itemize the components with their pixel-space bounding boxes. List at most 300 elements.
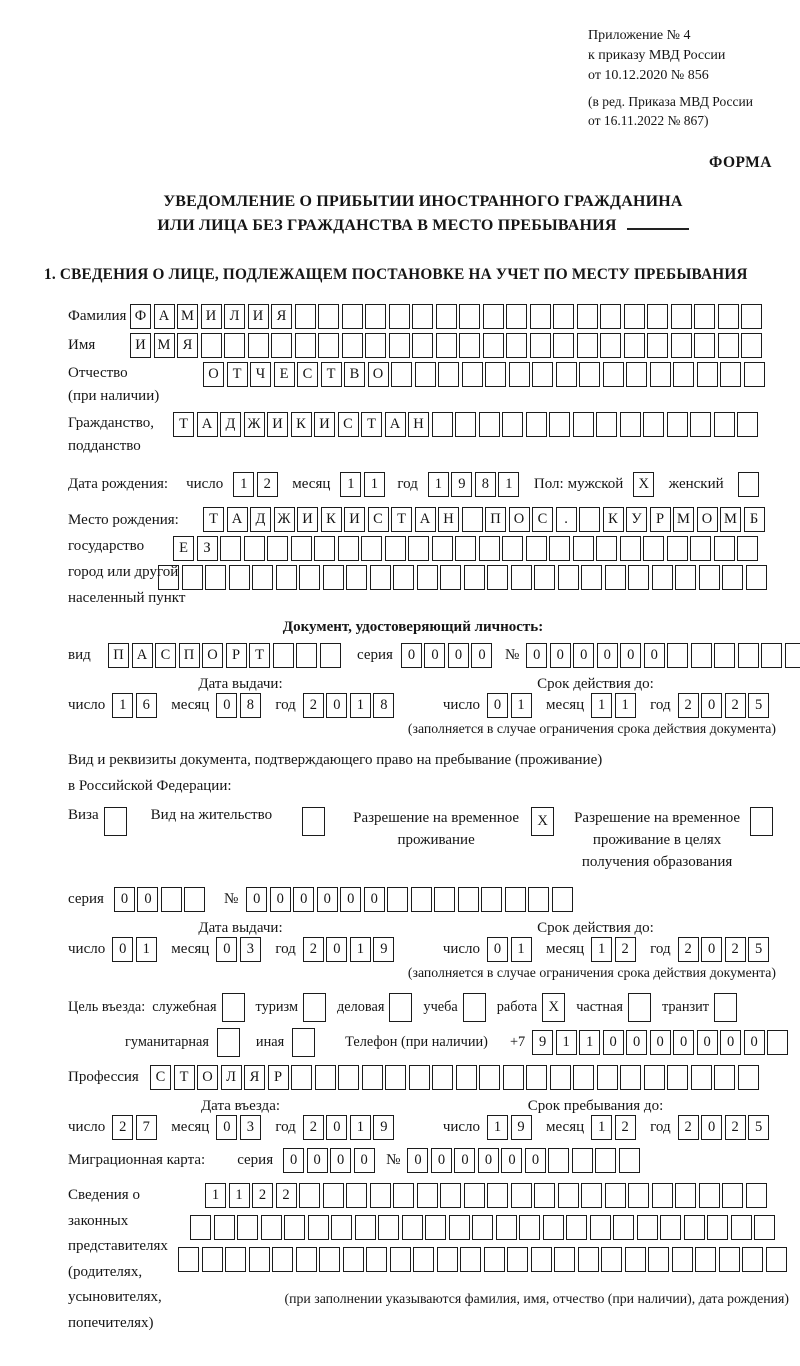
form-cell: [605, 1183, 626, 1208]
issue-date-heading: Дата выдачи:: [198, 920, 283, 936]
form-cell: [532, 362, 553, 387]
form-cell: [484, 1247, 505, 1272]
form-cell: Ч: [250, 362, 271, 387]
identity-issue-date: число 1 6 месяц 0 8 год 2 0 1 8: [68, 693, 397, 718]
form-cell: [530, 333, 551, 358]
issue-day-cells: [112, 937, 159, 962]
form-cell: К: [321, 507, 342, 532]
form-cell: [596, 536, 617, 561]
day-label: число: [186, 476, 224, 492]
form-cell: [464, 565, 485, 590]
migration-card-row: [68, 1148, 778, 1173]
form-cell: 1: [579, 1030, 600, 1055]
legal-reps-row2-cells: [190, 1215, 789, 1240]
form-cell: 1: [350, 937, 371, 962]
form-cell: [302, 807, 325, 836]
form-cell: [237, 1215, 258, 1240]
form-cell: 2: [678, 1115, 699, 1140]
form-cell: [437, 1247, 458, 1272]
male-label: мужской: [567, 476, 624, 492]
visit-purpose-row2: гуманитарная иная Телефон (при наличии) +7 9 1 1 0 0 0 0 0 0 0: [125, 1028, 778, 1057]
form-cell: [389, 993, 412, 1022]
form-cell: [318, 333, 339, 358]
form-cell: [449, 1215, 470, 1240]
issue-month-cells: [216, 937, 263, 962]
form-cell: [624, 304, 645, 329]
form-cell: 1: [233, 472, 254, 497]
form-cell: [459, 333, 480, 358]
form-cell: [460, 1247, 481, 1272]
entry-date: число 2 7 месяц 0 3 год 2 0 1 9: [68, 1115, 397, 1140]
year-label: год: [397, 476, 418, 492]
form-cell: 2: [252, 1183, 273, 1208]
form-cell: 9: [532, 1030, 553, 1055]
form-cell: 2: [678, 937, 699, 962]
form-cell: [647, 333, 668, 358]
form-cell: С: [532, 507, 553, 532]
form-cell: [415, 362, 436, 387]
form-cell: 0: [650, 1030, 671, 1055]
form-cell: 8: [240, 693, 261, 718]
form-cell: [342, 304, 363, 329]
form-cell: [603, 362, 624, 387]
form-cell: [361, 536, 382, 561]
form-cell: Т: [361, 412, 382, 437]
form-cell: [425, 1215, 446, 1240]
form-cell: [417, 565, 438, 590]
form-cell: [432, 536, 453, 561]
form-cell: [458, 887, 479, 912]
form-cell: [741, 333, 762, 358]
form-cell: [577, 333, 598, 358]
expiry-month-cells: [591, 937, 638, 962]
birth-place-row3-cells: [158, 565, 769, 590]
form-cell: [413, 1247, 434, 1272]
form-cell: [526, 1065, 547, 1090]
form-cell: [464, 1183, 485, 1208]
form-cell: 1: [511, 693, 532, 718]
form-cell: М: [177, 304, 198, 329]
form-cell: [296, 1247, 317, 1272]
form-cell: [483, 304, 504, 329]
form-cell: 2: [678, 693, 699, 718]
issue-date-heading: Дата выдачи:: [198, 676, 283, 692]
form-cell: [738, 1065, 759, 1090]
form-cell: [620, 412, 641, 437]
phone-prefix: +7: [509, 1034, 526, 1050]
form-cell: 0: [326, 1115, 347, 1140]
form-cell: [338, 1065, 359, 1090]
tourism-checkbox: [303, 993, 326, 1022]
residence-issue-date: число 0 1 месяц 0 3 год 2 0 1 9: [68, 937, 397, 962]
form-cell: 0: [114, 887, 135, 912]
number-label: №: [504, 647, 520, 663]
form-cell: О: [202, 643, 223, 668]
identity-doc-number-cells: [526, 643, 800, 668]
form-cell: 0: [307, 1148, 328, 1173]
form-cell: [205, 565, 226, 590]
form-cell: [318, 304, 339, 329]
form-cell: [553, 333, 574, 358]
form-cell: [104, 807, 127, 836]
phone-label: Телефон (при наличии): [345, 1034, 488, 1050]
form-cell: [581, 1183, 602, 1208]
form-cell: 1: [340, 472, 361, 497]
birth-place-block: [68, 507, 778, 611]
form-cell: [291, 536, 312, 561]
expiry-year-cells: [678, 937, 772, 962]
form-cell: [485, 362, 506, 387]
form-cell: [742, 1247, 763, 1272]
form-cell: [479, 536, 500, 561]
private-checkbox: [628, 993, 651, 1022]
form-cell: [601, 1247, 622, 1272]
form-cell: [613, 1215, 634, 1240]
form-cell: [691, 643, 712, 668]
form-cell: 0: [326, 693, 347, 718]
form-cell: [440, 1183, 461, 1208]
form-cell: [624, 333, 645, 358]
stay-until-heading: Срок пребывания до:: [527, 1098, 664, 1114]
form-cell: Н: [438, 507, 459, 532]
form-cell: [590, 1215, 611, 1240]
form-cell: [699, 565, 720, 590]
form-cell: 3: [240, 1115, 261, 1140]
residence-doc-footnote: (заполняется в случае ограничения срока действия документа): [407, 965, 776, 980]
form-cell: [595, 1148, 616, 1173]
form-cell: [671, 304, 692, 329]
identity-doc-heading: Документ, удостоверяющий личность:: [282, 619, 544, 635]
legal-reps-footnote: (при заполнении указываются фамилия, имя, отчество (при наличии), дата рождения): [284, 1291, 789, 1306]
form-cell: 2: [725, 1115, 746, 1140]
expiry-year-cells: [678, 693, 772, 718]
form-cell: [487, 565, 508, 590]
form-cell: 0: [293, 887, 314, 912]
form-cell: 0: [246, 887, 267, 912]
form-cell: [549, 536, 570, 561]
legal-reps-row3-cells: [178, 1247, 789, 1272]
form-cell: [672, 1247, 693, 1272]
entry-dates-row: [68, 1115, 778, 1140]
form-cell: [573, 536, 594, 561]
form-cell: [741, 304, 762, 329]
form-cell: [744, 362, 765, 387]
form-cell: [412, 304, 433, 329]
number-label: №: [386, 1152, 401, 1168]
form-cell: [626, 362, 647, 387]
identity-doc-footnote: (заполняется в случае ограничения срока действия документа): [407, 721, 776, 736]
form-cell: 0: [673, 1030, 694, 1055]
expiry-month-cells: [591, 693, 638, 718]
form-cell: А: [132, 643, 153, 668]
form-cell: [766, 1247, 787, 1272]
form-cell: [684, 1215, 705, 1240]
form-cell: [502, 536, 523, 561]
form-cell: [365, 304, 386, 329]
form-cell: [553, 304, 574, 329]
form-cell: [707, 1215, 728, 1240]
form-cell: [558, 1183, 579, 1208]
form-cell: 0: [620, 643, 641, 668]
form-cell: [393, 1183, 414, 1208]
work-checkbox: [542, 993, 565, 1022]
until-day-cells: [487, 1115, 534, 1140]
education-residence-checkbox: [750, 807, 773, 836]
phone-cells: [532, 1030, 791, 1055]
form-cell: 1: [591, 1115, 612, 1140]
form-cell: [554, 1247, 575, 1272]
identity-doc-series-cells: [401, 643, 495, 668]
form-cell: 0: [701, 1115, 722, 1140]
form-cell: [432, 1065, 453, 1090]
form-cell: [714, 412, 735, 437]
legal-representatives-block: [68, 1183, 789, 1336]
form-cell: 1: [591, 937, 612, 962]
form-cell: 1: [615, 693, 636, 718]
form-cell: [224, 333, 245, 358]
female-label: женский: [668, 476, 724, 492]
form-cell: [291, 1065, 312, 1090]
form-cell: [459, 304, 480, 329]
form-cell: [722, 1183, 743, 1208]
form-cell: 6: [136, 693, 157, 718]
form-cell: [387, 887, 408, 912]
form-cell: [362, 1065, 383, 1090]
form-cell: [531, 1247, 552, 1272]
forma-label: ФОРМА: [708, 154, 772, 171]
form-cell: 2: [303, 937, 324, 962]
form-cell: [323, 1183, 344, 1208]
form-cell: И: [201, 304, 222, 329]
form-cell: [296, 643, 317, 668]
series-label: серия: [237, 1152, 274, 1168]
form-cell: [273, 643, 294, 668]
form-cell: [456, 1065, 477, 1090]
form-cell: [673, 362, 694, 387]
form-cell: [750, 807, 773, 836]
form-cell: [718, 333, 739, 358]
form-cell: [628, 565, 649, 590]
entry-date-headings: [68, 1098, 778, 1115]
identity-doc-kind-label: вид: [68, 647, 91, 663]
form-cell: [722, 565, 743, 590]
form-cell: Т: [391, 507, 412, 532]
form-cell: [667, 536, 688, 561]
study-checkbox: [463, 993, 486, 1022]
form-cell: [720, 362, 741, 387]
form-cell: [714, 643, 735, 668]
form-cell: [714, 536, 735, 561]
form-cell: [550, 1065, 571, 1090]
form-cell: [767, 1030, 788, 1055]
form-cell: Т: [173, 412, 194, 437]
form-cell: [699, 1183, 720, 1208]
profession-cells: [150, 1065, 761, 1090]
form-cell: [370, 565, 391, 590]
form-cell: [558, 565, 579, 590]
form-cell: [201, 333, 222, 358]
form-cell: [690, 536, 711, 561]
residence-expiry-date: число 0 1 месяц 1 2 год 2 0 2 5: [443, 937, 772, 962]
form-cell: 0: [270, 887, 291, 912]
form-cell: [526, 412, 547, 437]
given-name-label: Имя: [68, 337, 96, 353]
expiry-date-heading: Срок действия до:: [537, 676, 654, 692]
form-cell: [184, 887, 205, 912]
title-underline-blank: [627, 217, 689, 230]
form-cell: Я: [271, 304, 292, 329]
form-cell: [463, 993, 486, 1022]
form-cell: [650, 362, 671, 387]
other-purpose-checkbox: [292, 1028, 315, 1057]
citizenship-row: [68, 412, 778, 458]
form-cell: [220, 536, 241, 561]
form-cell: [295, 333, 316, 358]
form-cell: Ж: [244, 412, 265, 437]
birth-place-row2-cells: [173, 536, 769, 561]
form-cell: 3: [240, 937, 261, 962]
form-cell: 0: [501, 1148, 522, 1173]
entry-month-cells: [216, 1115, 263, 1140]
form-cell: [566, 1215, 587, 1240]
form-cell: У: [626, 507, 647, 532]
transit-checkbox: [714, 993, 737, 1022]
form-cell: [644, 1065, 665, 1090]
form-cell: [222, 993, 245, 1022]
form-cell: [308, 1215, 329, 1240]
visit-purpose-row1: Цель въезда: служебная туризм деловая учеба работа X частная транзит: [68, 993, 778, 1022]
form-cell: 0: [407, 1148, 428, 1173]
form-cell: [637, 1215, 658, 1240]
ref-note-line: (в ред. Приказа МВД России: [588, 94, 753, 109]
form-cell: [365, 333, 386, 358]
form-cell: С: [150, 1065, 171, 1090]
form-cell: С: [155, 643, 176, 668]
form-cell: 1: [136, 937, 157, 962]
form-cell: [299, 565, 320, 590]
form-cell: Т: [227, 362, 248, 387]
form-cell: [479, 412, 500, 437]
birth-day-cells: [233, 472, 280, 497]
male-checkbox: [633, 472, 657, 497]
form-cell: [411, 887, 432, 912]
legal-reps-row1-cells: [205, 1183, 789, 1208]
form-cell: 0: [330, 1148, 351, 1173]
form-cell: П: [485, 507, 506, 532]
issue-day-cells: [112, 693, 159, 718]
order-reference-edit-note: [588, 92, 778, 130]
form-cell: [389, 333, 410, 358]
form-cell: [346, 565, 367, 590]
form-cell: [455, 412, 476, 437]
form-title: [68, 190, 778, 238]
form-cell: 0: [317, 887, 338, 912]
form-cell: [343, 1247, 364, 1272]
form-cell: С: [368, 507, 389, 532]
form-cell: [578, 1247, 599, 1272]
form-cell: 0: [720, 1030, 741, 1055]
form-cell: [738, 472, 759, 497]
form-cell: О: [368, 362, 389, 387]
form-cell: И: [130, 333, 151, 358]
form-cell: 1: [498, 472, 519, 497]
birth-place-label: Место рождения: государство город или другой населенный пункт: [68, 512, 186, 606]
migration-card-label: Миграционная карта:: [68, 1152, 206, 1168]
form-cell: М: [154, 333, 175, 358]
form-cell: 2: [725, 937, 746, 962]
form-cell: 9: [373, 1115, 394, 1140]
form-cell: 0: [487, 693, 508, 718]
form-cell: 2: [257, 472, 278, 497]
form-cell: [667, 412, 688, 437]
female-checkbox: [738, 472, 762, 497]
form-cell: 1: [556, 1030, 577, 1055]
form-cell: [202, 1247, 223, 1272]
ref-line: к приказу МВД России: [588, 48, 726, 63]
form-cell: 0: [471, 643, 492, 668]
order-reference: [588, 26, 778, 86]
form-cell: [511, 1183, 532, 1208]
form-cell: [389, 304, 410, 329]
form-cell: [530, 304, 551, 329]
form-cell: [503, 1065, 524, 1090]
form-cell: [509, 362, 530, 387]
form-cell: О: [697, 507, 718, 532]
form-cell: [519, 1215, 540, 1240]
until-month-cells: [591, 1115, 638, 1140]
form-cell: [737, 536, 758, 561]
form-cell: Р: [268, 1065, 289, 1090]
form-cell: [408, 536, 429, 561]
form-cell: К: [291, 412, 312, 437]
form-cell: 1: [591, 693, 612, 718]
form-cell: П: [179, 643, 200, 668]
form-cell: [409, 1065, 430, 1090]
ref-line: от 10.12.2020 № 856: [588, 68, 709, 83]
form-cell: [267, 536, 288, 561]
form-cell: [182, 565, 203, 590]
form-cell: С: [338, 412, 359, 437]
form-cell: [438, 362, 459, 387]
form-cell: [543, 1215, 564, 1240]
residence-doc-series-cells: [114, 887, 208, 912]
form-cell: 0: [744, 1030, 765, 1055]
residence-doc-dates-row: [68, 937, 778, 962]
form-cell: [295, 304, 316, 329]
identity-doc-row: [68, 643, 778, 668]
form-cell: [436, 304, 457, 329]
form-cell: [229, 565, 250, 590]
form-cell: [261, 1215, 282, 1240]
form-cell: [628, 1183, 649, 1208]
form-cell: [596, 412, 617, 437]
form-cell: 0: [216, 693, 237, 718]
form-cell: [507, 1247, 528, 1272]
form-cell: [505, 887, 526, 912]
profession-label: Профессия: [68, 1069, 139, 1085]
form-cell: 0: [597, 643, 618, 668]
form-cell: [556, 362, 577, 387]
temporary-residence-option: Разрешение на временное проживание X: [353, 807, 554, 851]
form-cell: З: [197, 536, 218, 561]
residence-permit-option: Вид на жительство: [151, 807, 325, 836]
form-cell: [158, 565, 179, 590]
until-year-cells: [678, 1115, 772, 1140]
expiry-day-cells: [487, 937, 534, 962]
form-cell: [647, 304, 668, 329]
form-cell: X: [531, 807, 554, 836]
form-cell: 0: [354, 1148, 375, 1173]
